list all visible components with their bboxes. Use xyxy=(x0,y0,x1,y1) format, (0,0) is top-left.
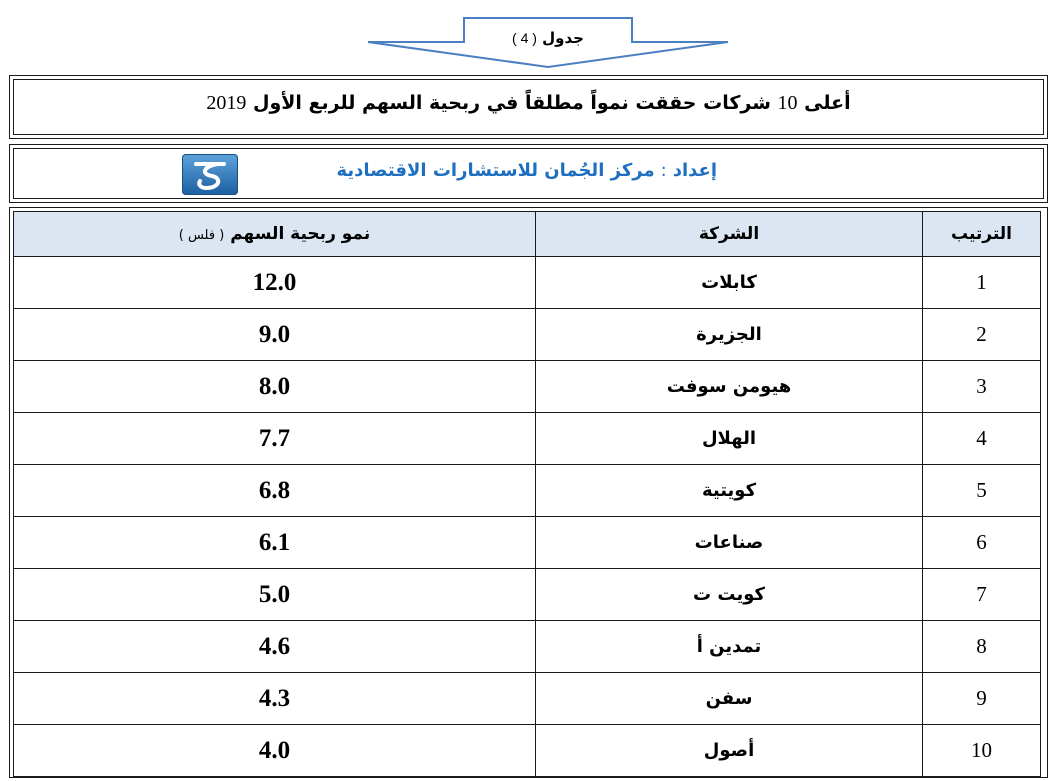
company-cell: الهلال xyxy=(536,413,923,465)
growth-cell: 6.1 xyxy=(14,517,536,569)
rank-cell: 8 xyxy=(923,621,1041,673)
company-cell: كابلات xyxy=(536,257,923,309)
table-row xyxy=(14,361,1041,413)
growth-cell: 5.0 xyxy=(14,569,536,621)
rank-cell: 6 xyxy=(923,517,1041,569)
company-cell: هيومن سوفت xyxy=(536,361,923,413)
table-row xyxy=(14,465,1041,517)
banner-number: ( 4 ) xyxy=(512,30,537,46)
prepared-label: إعداد xyxy=(672,160,717,181)
header-growth-unit: ( فلس ) xyxy=(178,228,225,243)
rank-cell: 5 xyxy=(923,465,1041,517)
rank-cell: 4 xyxy=(923,413,1041,465)
jumaan-logo-icon xyxy=(182,154,238,195)
growth-cell: 4.3 xyxy=(14,673,536,725)
ranking-table-frame xyxy=(9,207,1048,778)
prepared-source: مركز الجُمان للاستشارات الاقتصادية xyxy=(336,160,655,181)
prepared-by-box xyxy=(9,144,1048,203)
prepared-by-text xyxy=(336,160,717,181)
table-row xyxy=(14,309,1041,361)
company-cell: كويتية xyxy=(536,465,923,517)
growth-cell: 4.0 xyxy=(14,725,536,777)
prepared-colon: : xyxy=(660,160,667,181)
rank-cell: 9 xyxy=(923,673,1041,725)
ranking-table xyxy=(13,211,1041,777)
company-cell: صناعات xyxy=(536,517,923,569)
table-row xyxy=(14,621,1041,673)
header-growth xyxy=(14,212,536,257)
table-row xyxy=(14,725,1041,777)
table-row xyxy=(14,517,1041,569)
banner-label-text: جدول xyxy=(542,29,584,47)
header-company: الشركة xyxy=(536,212,923,257)
table-header-row xyxy=(14,212,1041,257)
title-middle: شركات حققت نمواً مطلقاً في ربحية السهم للربع الأول xyxy=(252,92,771,114)
rank-cell: 2 xyxy=(923,309,1041,361)
rank-cell: 10 xyxy=(923,725,1041,777)
growth-cell: 9.0 xyxy=(14,309,536,361)
title-prefix: أعلى xyxy=(804,92,851,114)
header-growth-label: نمو ربحية السهم xyxy=(230,224,371,244)
page-title xyxy=(10,92,1047,115)
company-cell: الجزيرة xyxy=(536,309,923,361)
rank-cell: 1 xyxy=(923,257,1041,309)
title-count: 10 xyxy=(777,92,798,114)
table-row xyxy=(14,673,1041,725)
company-cell: كويت ت xyxy=(536,569,923,621)
growth-cell: 8.0 xyxy=(14,361,536,413)
table-row xyxy=(14,413,1041,465)
company-cell: تمدين أ xyxy=(536,621,923,673)
rank-cell: 3 xyxy=(923,361,1041,413)
title-year: 2019 xyxy=(206,92,247,114)
company-cell: أصول xyxy=(536,725,923,777)
growth-cell: 6.8 xyxy=(14,465,536,517)
banner-label xyxy=(366,29,730,47)
growth-cell: 7.7 xyxy=(14,413,536,465)
growth-cell: 4.6 xyxy=(14,621,536,673)
header-rank: الترتيب xyxy=(923,212,1041,257)
company-cell: سفن xyxy=(536,673,923,725)
rank-cell: 7 xyxy=(923,569,1041,621)
table-row xyxy=(14,257,1041,309)
table-number-banner xyxy=(366,17,730,69)
title-box xyxy=(9,75,1048,139)
table-row xyxy=(14,569,1041,621)
growth-cell: 12.0 xyxy=(14,257,536,309)
